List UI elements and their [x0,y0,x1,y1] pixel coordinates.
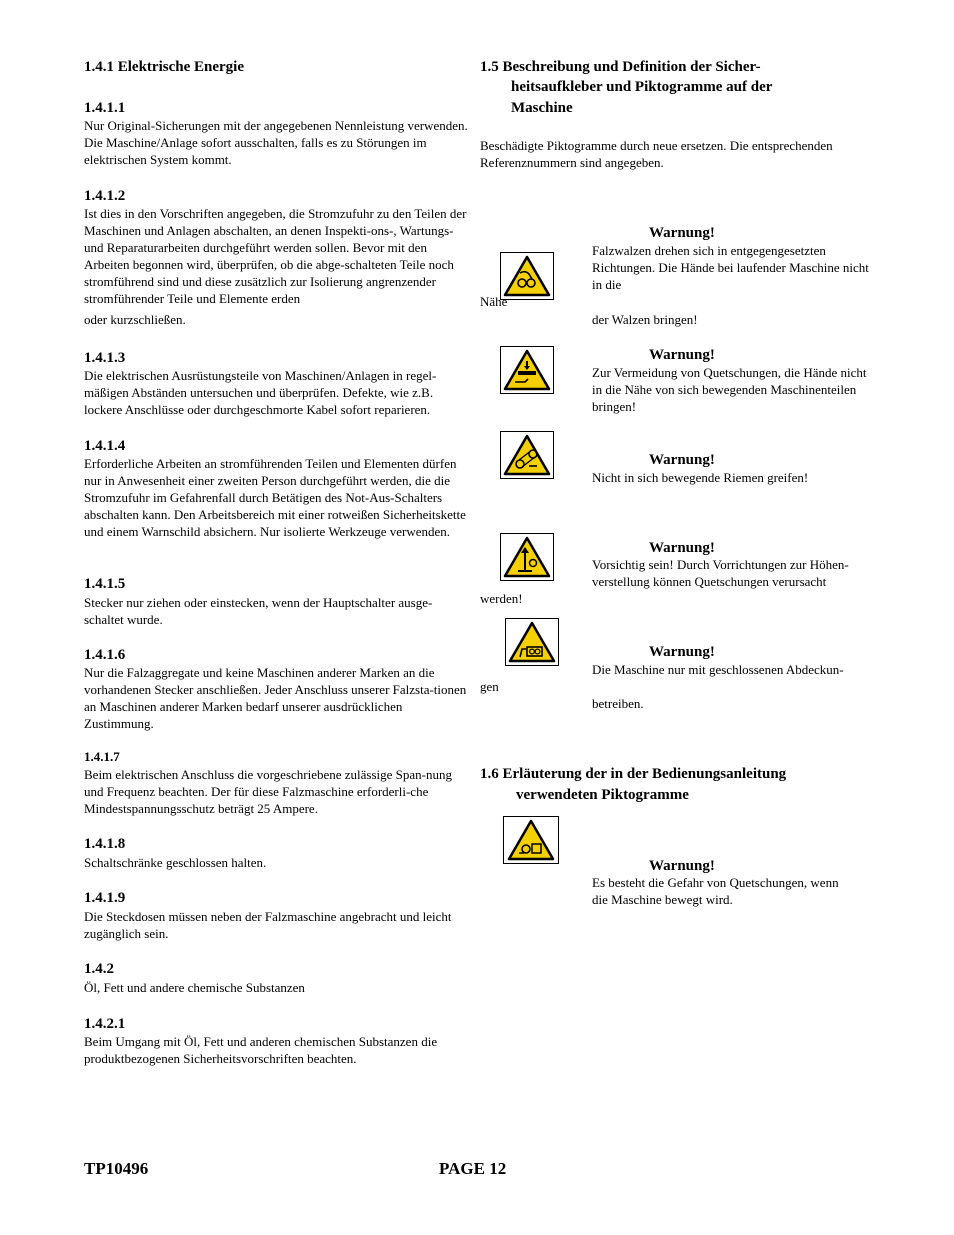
warning-text: Falzwalzen drehen sich in entgegengesetzten Richtungen. Die Hände bei laufender Maschine nicht in die [592,243,869,292]
warning-text-tail: der Walzen bringen! [592,312,698,327]
warning-text: Nicht in sich bewegende Riemen greifen! [592,470,809,485]
section-heading-1-5-line3: Maschine [511,100,573,116]
subsection-number: 1.4.1.9 [84,890,126,906]
section-text: Öl, Fett und andere chemische Substanzen [84,980,305,995]
warning-title: Warnung! [649,225,715,241]
page-number: PAGE 12 [439,1159,507,1178]
warning-title: Warnung! [649,858,715,874]
warning-text: Es besteht die Gefahr von Quetschungen, wenn die Maschine bewegt wird. [592,875,839,907]
subsection-number: 1.4.1.4 [84,438,126,454]
subsection-text: Die Steckdosen müssen neben der Falzmaschine angebracht und leicht zugänglich sein. [84,909,452,941]
subsection-text: Die elektrischen Ausrüstungsteile von Maschinen/Anlagen in regel-mäßigen Abständen untersuchen und überprüfen. Defekte, wie z.B. lockere Anschlüsse oder durchgeschmorte Kabel sofort reparieren. [84,368,437,417]
subsection-text: Ist dies in den Vorschriften angegeben, die Stromzufuhr zu den Teilen der Maschinen und Anlagen abschalten, an denen Inspekti-ons-, Wartungs- und Reparaturarbeiten durchgeführt werden sollen. Bevor mit den Arbeiten begonnen wird, überprüfen, ob die abge-schalteten Teile noch stromführend sind und diese zusätzlich zur Isolierung angrenzender stromführender Teile und Elemente erden [84,206,467,306]
warning-text-tail: betreiben. [592,696,644,711]
covers-warning-icon [505,618,559,666]
section-heading-1-4-1: 1.4.1 Elektrische Energie [84,59,244,75]
subsection-text: Schaltschränke geschlossen halten. [84,855,267,870]
subsection-number: 1.4.1.6 [84,647,126,663]
subsection-number: 1.4.1.8 [84,836,126,852]
warning-text-overflow: werden! [480,591,523,606]
height-adjust-warning-icon [500,533,554,581]
subsection-text: Beim elektrischen Anschluss die vorgeschriebene zulässige Span-nung und Frequenz beachten. Der für diese Falzmaschine erforderli-che Mindestspannungsschutz beträgt 25 Ampere. [84,767,453,816]
subsection-text: Nur Original-Sicherungen mit der angegebenen Nennleistung verwenden. Die Maschine/Anlage sofort ausschalten, falls es zu Störungen im elektrischen System kommt. [84,118,468,167]
section-number-1-4-2: 1.4.2 [84,961,114,977]
subsection-text-tail: oder kurzschließen. [84,312,186,327]
subsection-number: 1.4.1.3 [84,350,126,366]
subsection-number: 1.4.2.1 [84,1016,126,1032]
subsection-number: 1.4.1.1 [84,100,126,116]
crush-hazard-warning-icon [503,816,559,864]
section-heading-1-6-line1: 1.6 Erläuterung der in der Bedienungsanleitung [480,766,787,782]
subsection-text: Erforderliche Arbeiten an stromführenden Teilen und Elementen dürfen nur in Anwesenheit einer zweiten Person durchgeführt werden, die die Stromzufuhr im Gefahrenfall durch Betätigen des Not-Aus-Schalters abschalten kann. Den Arbeitsbereich mit einer rotweißen Sicherheitskette und einem Warnschild absichern. Nur isolierte Werkzeuge verwenden. [84,456,466,539]
warning-title: Warnung! [649,452,715,468]
warning-title: Warnung! [649,644,715,660]
rollers-hand-warning-icon [500,252,554,300]
warning-text-overflow: Nähe [480,294,508,309]
subsection-number: 1.4.1.2 [84,188,126,204]
subsection-text: Stecker nur ziehen oder einstecken, wenn der Hauptschalter ausge-schaltet wurde. [84,595,433,627]
warning-text: Die Maschine nur mit geschlossenen Abdeckun- [592,662,844,677]
section-heading-1-5-line1: 1.5 Beschreibung und Definition der Sicher- [480,59,761,75]
warning-title: Warnung! [649,347,715,363]
subsection-text: Nur die Falzaggregate und keine Maschinen anderer Marken an die vorhandenen Stecker anschließen. Jeder Anschluss unserer Falzsta-tionen an Maschinen anderer Marken bedarf unserer ausdrücklichen Zustimmung. [84,665,467,731]
document-id: TP10496 [84,1159,149,1178]
section-intro: Beschädigte Piktogramme durch neue ersetzen. Die entsprechenden Referenznummern sind angegeben. [480,138,833,170]
section-heading-1-5-line2: heitsaufkleber und Piktogramme auf der [511,79,773,95]
crush-hand-warning-icon [500,346,554,394]
warning-title: Warnung! [649,540,715,556]
subsection-number: 1.4.1.7 [84,749,120,764]
subsection-number: 1.4.1.5 [84,576,126,592]
belt-hand-warning-icon [500,431,554,479]
warning-text-overflow: gen [480,679,499,694]
section-heading-1-6-line2: verwendeten Piktogramme [516,787,689,803]
subsection-text: Beim Umgang mit Öl, Fett und anderen chemischen Substanzen die produktbezogenen Sicherheitsvorschriften beachten. [84,1034,438,1066]
warning-text: Zur Vermeidung von Quetschungen, die Hände nicht in die Nähe von sich bewegenden Maschinenteilen bringen! [592,365,867,414]
warning-text: Vorsichtig sein! Durch Vorrichtungen zur Höhen-verstellung können Quetschungen verursacht [592,557,849,589]
